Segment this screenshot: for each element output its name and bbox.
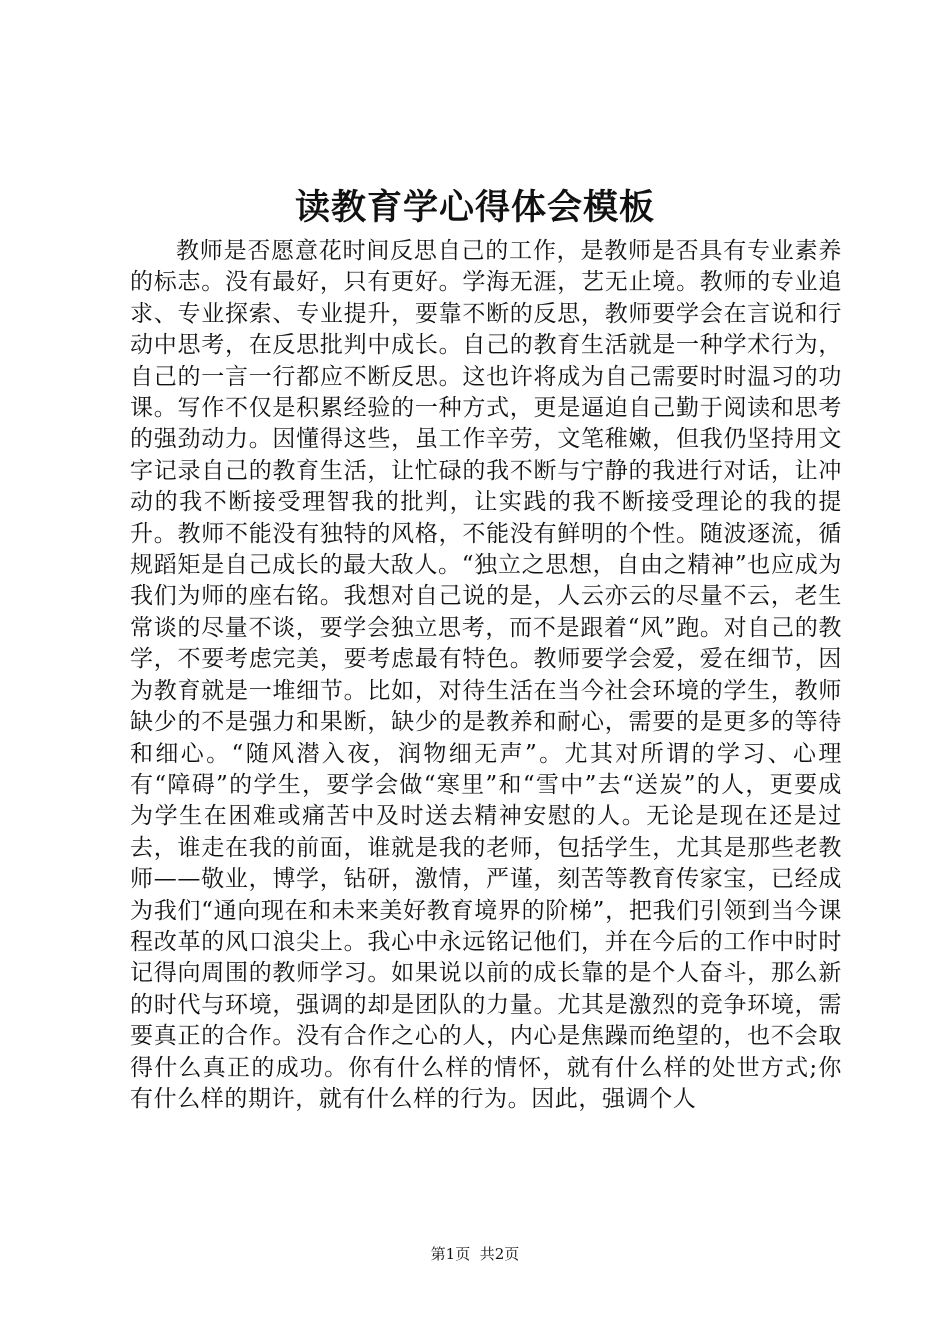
footer-separator <box>470 1245 480 1263</box>
page-number-current: 第1页 <box>430 1245 471 1263</box>
document-title: 读教育学心得体会模板 <box>294 187 655 228</box>
page-number-total: 共2页 <box>479 1245 520 1263</box>
document-body-paragraph: 教师是否愿意花时间反思自己的工作，是教师是否具有专业素养的标志。没有最好，只有更好。学海无涯，艺无止境。教师的专业追求、专业探索、专业提升，要靠不断的反思，教师要学会在言说和行动中思考，在反思批判中成长。自己的教育生活就是一种学术行为，自己的一言一行都应不断反思。这也许将成为自己需要时时温习的功课。写作不仅是积累经验的一种方式，更是逼迫自己勤于阅读和思考的强劲动力。因懂得这些，虽工作辛劳，文笔稚嫩，但我仍坚持用文字记录自己的教育生活，让忙碌的我不断与宁静的我进行对话，让冲动的我不断接受理智我的批判，让实践的我不断接受理论的我的提升。教师不能没有独特的风格，不能没有鲜明的个性。随波逐流，循规蹈矩是自己成长的最大敌人。“独立之思想，自由之精神”也应成为我们为师的座右铭。我想对自己说的是，人云亦云的尽量不云，老生常谈的尽量不谈，要学会独立思考，而不是跟着“风”跑。对自己的教学，不要考虑完美，要考虑最有特色。教师要学会爱，爱在细节，因为教育就是一堆细节。比如，对待生活在当今社会环境的学生，教师缺少的不是强力和果断，缺少的是教养和耐心，需要的是更多的等待和细心。“随风潜入夜，润物细无声”。尤其对所谓的学习、心理有“障碍”的学生，要学会做“寒里”和“雪中”去“送炭”的人，更要成为学生在困难或痛苦中及时送去精神安慰的人。无论是现在还是过去，谁走在我的前面，谁就是我的老师，包括学生，尤其是那些老教师——敬业，博学，钻研，激情，严谨，刻苦等教育传家宝，已经成为我们“通向现在和未来美好教育境界的阶梯”，把我们引领到当今课程改革的风口浪尖上。我心中永远铭记他们，并在今后的工作中时时记得向周围的教师学习。如果说以前的成长靠的是个人奋斗，那么新的时代与环境，强调的却是团队的力量。尤其是激烈的竞争环境，需要真正的合作。没有合作之心的人，内心是焦躁而绝望的，也不会取得什么真正的成功。你有什么样的情怀，就有什么样的处世方式;你有什么样的期许，就有什么样的行为。因此，强调个人 <box>130 238 842 1112</box>
page-footer <box>0 1244 950 1264</box>
